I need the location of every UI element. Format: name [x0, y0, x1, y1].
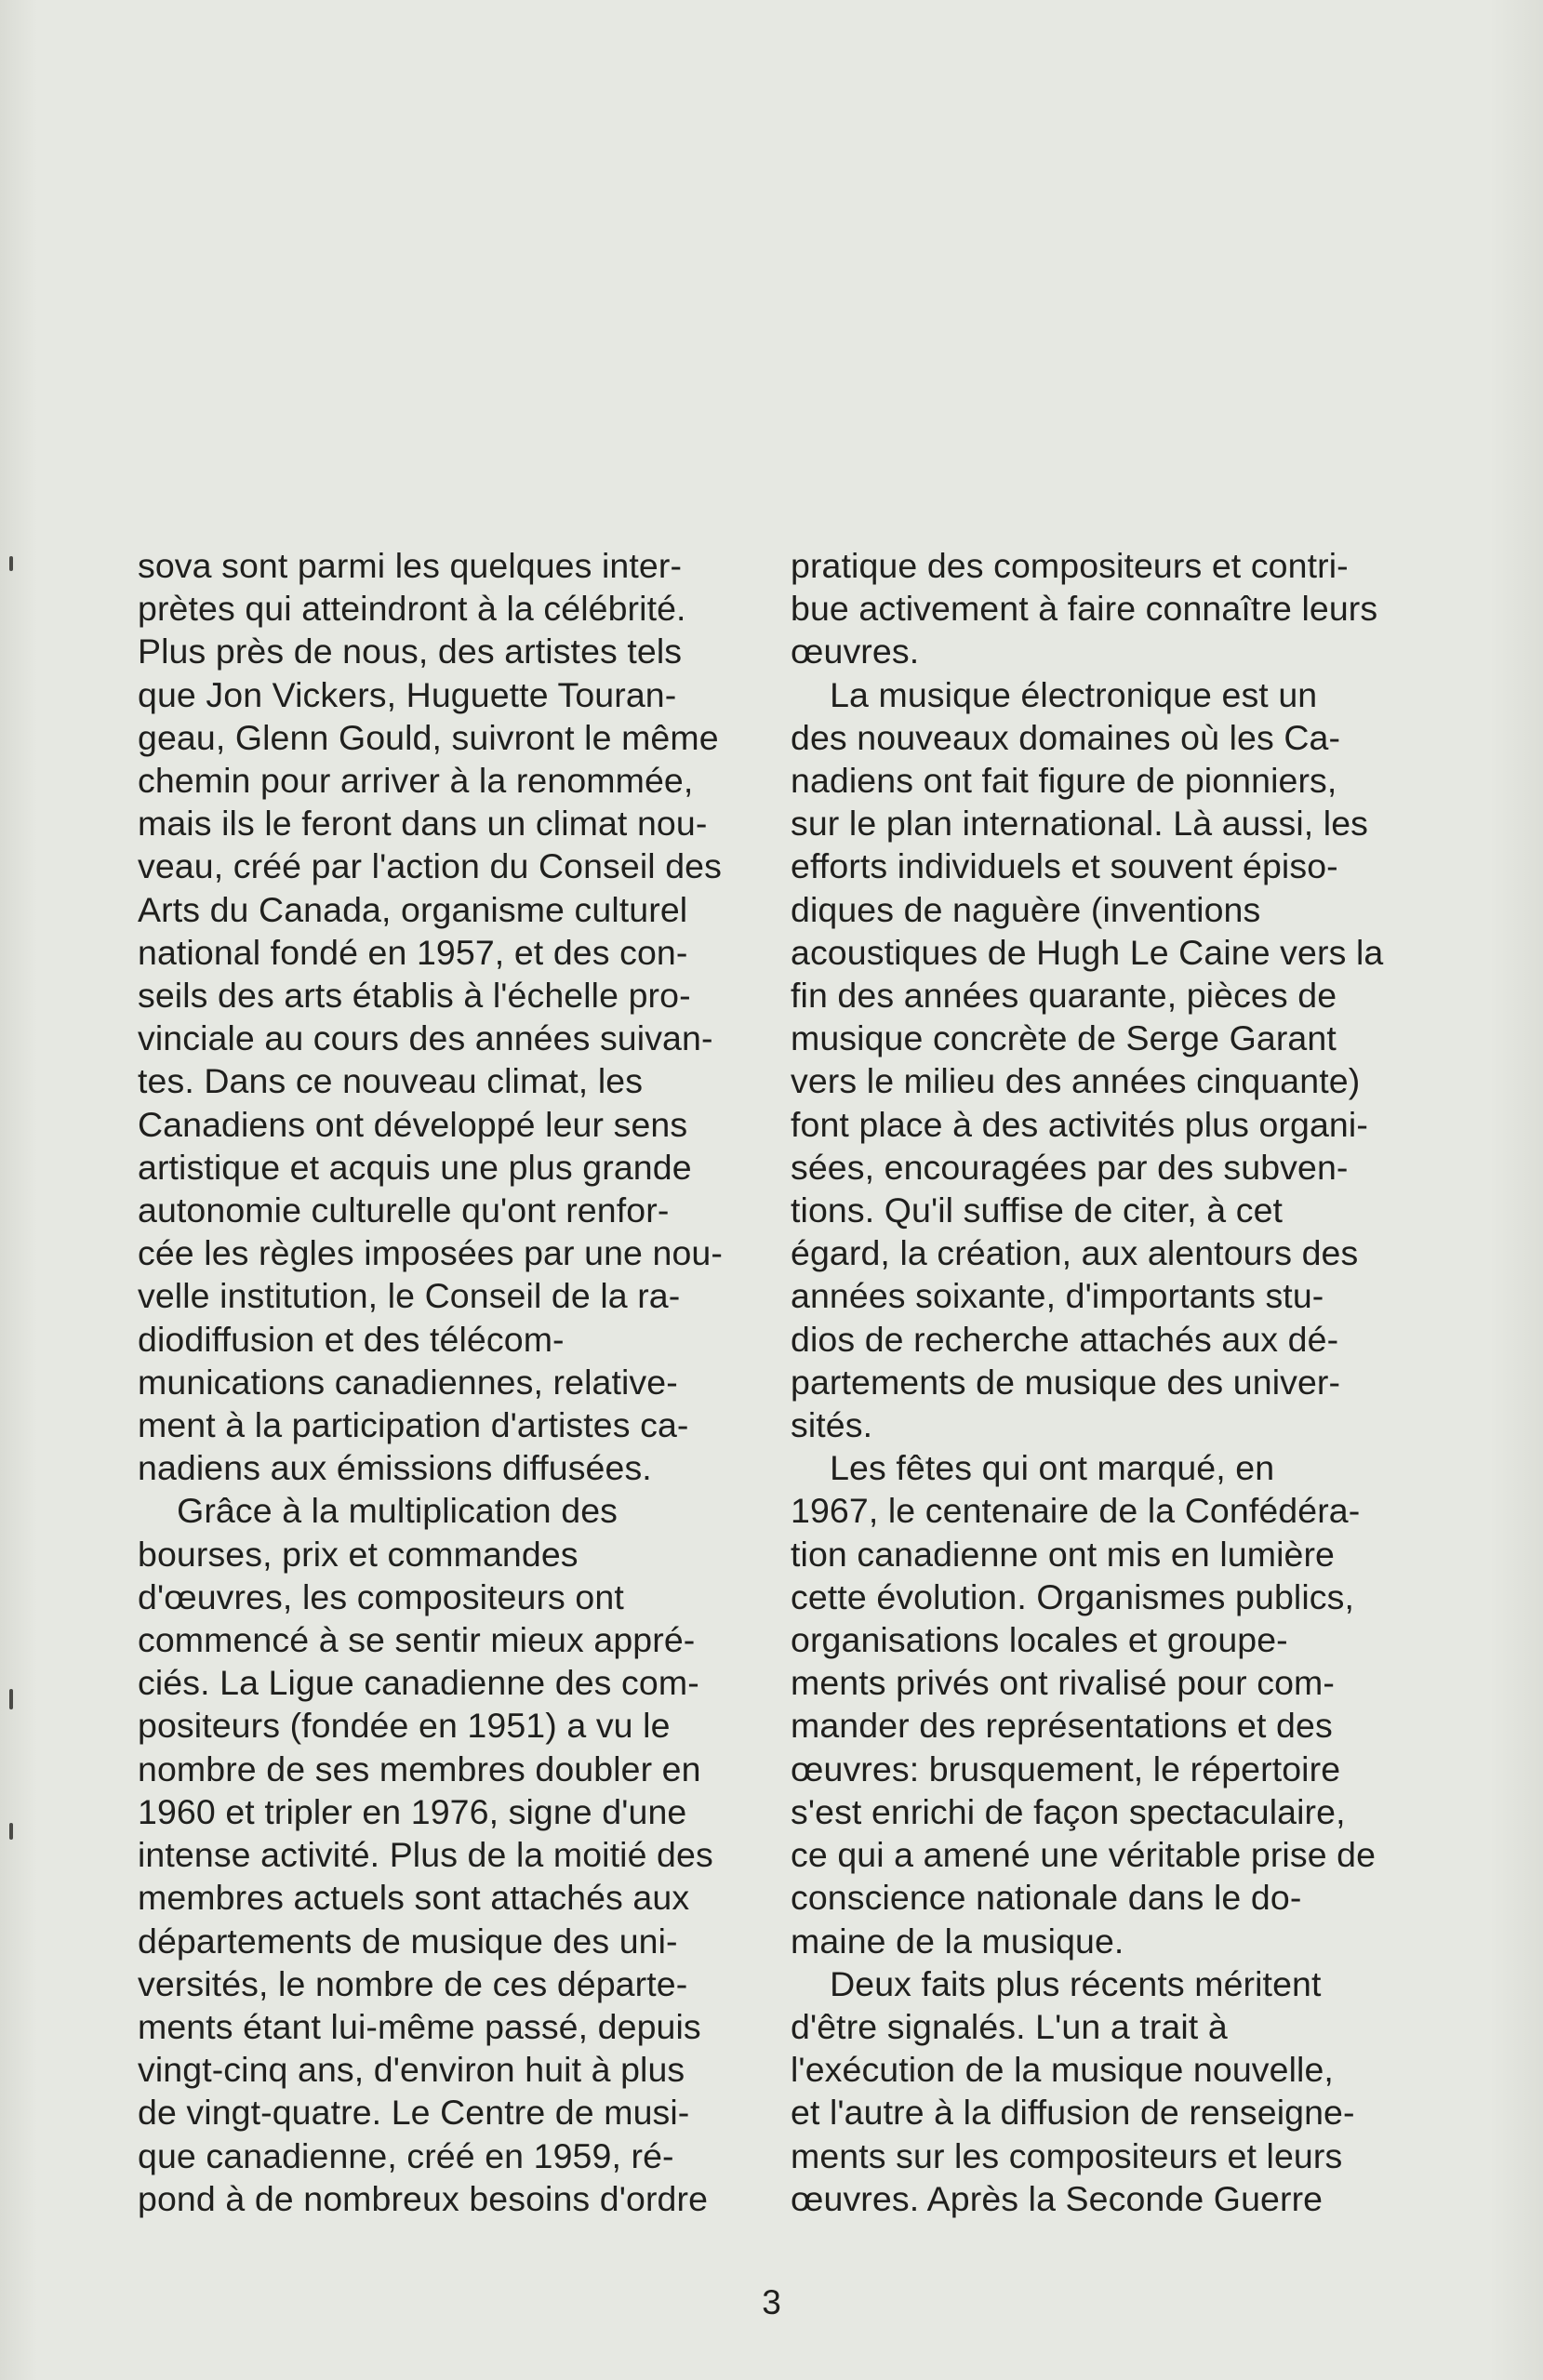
text-line: de vingt-quatre. Le Centre de musi- — [138, 2093, 690, 2133]
text-line: conscience nationale dans le do- — [791, 1878, 1302, 1918]
text-line: sées, encouragées par des subven- — [791, 1147, 1349, 1187]
binding-mark — [9, 1689, 13, 1709]
text-line: Arts du Canada, organisme culturel — [138, 889, 688, 929]
text-line: cée les règles imposées par une nou- — [138, 1233, 723, 1273]
text-line: intense activité. Plus de la moitié des — [138, 1835, 713, 1875]
text-line: d'être signalés. L'un a trait à — [791, 2006, 1228, 2046]
text-line: diques de naguère (inventions — [791, 889, 1261, 929]
text-line: versités, le nombre de ces départe- — [138, 1963, 688, 2003]
text-line: 1967, le centenaire de la Confédéra- — [791, 1491, 1361, 1531]
text-line: 1960 et tripler en 1976, signe d'une — [138, 1791, 687, 1831]
text-line: ment à la participation d'artistes ca- — [138, 1405, 689, 1445]
text-line: seils des arts établis à l'échelle pro- — [138, 976, 691, 1016]
text-line: efforts individuels et souvent épiso- — [791, 846, 1338, 886]
text-line: égard, la création, aux alentours des — [791, 1233, 1359, 1273]
text-line: Canadiens ont développé leur sens — [138, 1104, 688, 1144]
text-line: artistique et acquis une plus grande — [138, 1147, 692, 1187]
text-line: ce qui a amené une véritable prise de — [791, 1835, 1377, 1875]
text-line: cette évolution. Organismes publics, — [791, 1576, 1354, 1616]
text-line: ments sur les compositeurs et leurs — [791, 2135, 1343, 2175]
binding-mark — [9, 556, 13, 571]
binding-mark — [9, 1823, 13, 1840]
text-line: maine de la musique. — [791, 1921, 1124, 1961]
text-line: et l'autre à la diffusion de renseigne- — [791, 2093, 1355, 2133]
text-line: sités. — [791, 1405, 873, 1445]
text-line: sur le plan international. Là aussi, les — [791, 804, 1369, 844]
right-text-column — [791, 544, 1409, 2220]
text-line: prètes qui atteindront à la célébrité. — [138, 589, 686, 629]
text-line: bourses, prix et commandes — [138, 1534, 579, 1574]
text-line: départements de musique des uni- — [138, 1921, 678, 1961]
text-line: chemin pour arriver à la renommée, — [138, 761, 694, 801]
text-line: Deux faits plus récents méritent — [791, 1963, 1322, 2003]
text-line: tion canadienne ont mis en lumière — [791, 1534, 1335, 1574]
text-line: que canadienne, créé en 1959, ré- — [138, 2135, 674, 2175]
text-line: bue activement à faire connaître leurs — [791, 589, 1378, 629]
text-line: membres actuels sont attachés aux — [138, 1878, 690, 1918]
text-line: munications canadiennes, relative- — [138, 1362, 678, 1402]
text-line: velle institution, le Conseil de la ra- — [138, 1276, 681, 1316]
text-line: commencé à se sentir mieux appré- — [138, 1620, 696, 1660]
text-line: des nouveaux domaines où les Ca- — [791, 717, 1341, 757]
text-line: tes. Dans ce nouveau climat, les — [138, 1061, 644, 1101]
text-line: musique concrète de Serge Garant — [791, 1018, 1337, 1058]
text-line: œuvres: brusquement, le répertoire — [791, 1748, 1341, 1788]
text-line: Plus près de nous, des artistes tels — [138, 632, 683, 671]
text-line: nadiens aux émissions diffusées. — [138, 1448, 652, 1488]
text-line: Les fêtes qui ont marqué, en — [791, 1448, 1275, 1488]
page-number: 3 — [762, 2283, 781, 2321]
text-line: mander des représentations et des — [791, 1706, 1333, 1746]
text-line: autonomie culturelle qu'ont renfor- — [138, 1190, 670, 1230]
text-line: l'exécution de la musique nouvelle, — [791, 2050, 1334, 2090]
text-line: nadiens ont fait figure de pionniers, — [791, 761, 1337, 801]
text-line: vers le milieu des années cinquante) — [791, 1061, 1361, 1101]
text-line: vingt-cinq ans, d'environ huit à plus — [138, 2050, 685, 2090]
text-line: sova sont parmi les quelques inter- — [138, 546, 683, 585]
text-line: dios de recherche attachés aux dé- — [791, 1319, 1339, 1359]
text-line: d'œuvres, les compositeurs ont — [138, 1576, 624, 1616]
text-line: veau, créé par l'action du Conseil des — [138, 846, 722, 886]
text-line: années soixante, d'importants stu- — [791, 1276, 1324, 1316]
text-line: font place à des activités plus organi- — [791, 1104, 1368, 1144]
text-line: œuvres. Après la Seconde Guerre — [791, 2178, 1324, 2218]
text-line: La musique électronique est un — [791, 674, 1318, 714]
text-line: fin des années quarante, pièces de — [791, 976, 1337, 1016]
text-line: Grâce à la multiplication des — [138, 1491, 619, 1531]
text-line: s'est enrichi de façon spectaculaire, — [791, 1791, 1346, 1831]
text-line: partements de musique des univer- — [791, 1362, 1341, 1402]
text-line: diodiffusion et des télécom- — [138, 1319, 565, 1359]
text-line: pond à de nombreux besoins d'ordre — [138, 2178, 709, 2218]
text-line: acoustiques de Hugh Le Caine vers la — [791, 932, 1384, 972]
text-line: geau, Glenn Gould, suivront le même — [138, 717, 719, 757]
text-line: tions. Qu'il suffise de citer, à cet — [791, 1190, 1284, 1230]
text-line: œuvres. — [791, 632, 920, 671]
text-line: ments privés ont rivalisé pour com- — [791, 1663, 1335, 1703]
text-line: national fondé en 1957, et des con- — [138, 932, 688, 972]
text-line: que Jon Vickers, Huguette Touran- — [138, 674, 677, 714]
text-line: organisations locales et groupe- — [791, 1620, 1288, 1660]
text-line: positeurs (fondée en 1951) a vu le — [138, 1706, 671, 1746]
text-line: nombre de ses membres doubler en — [138, 1748, 701, 1788]
text-line: pratique des compositeurs et contri- — [791, 546, 1349, 585]
text-line: vinciale au cours des années suivan- — [138, 1018, 713, 1058]
text-line: ments étant lui-même passé, depuis — [138, 2006, 701, 2046]
left-text-column — [138, 544, 756, 2220]
text-line: mais ils le feront dans un climat nou- — [138, 804, 708, 844]
text-line: ciés. La Ligue canadienne des com- — [138, 1663, 699, 1703]
